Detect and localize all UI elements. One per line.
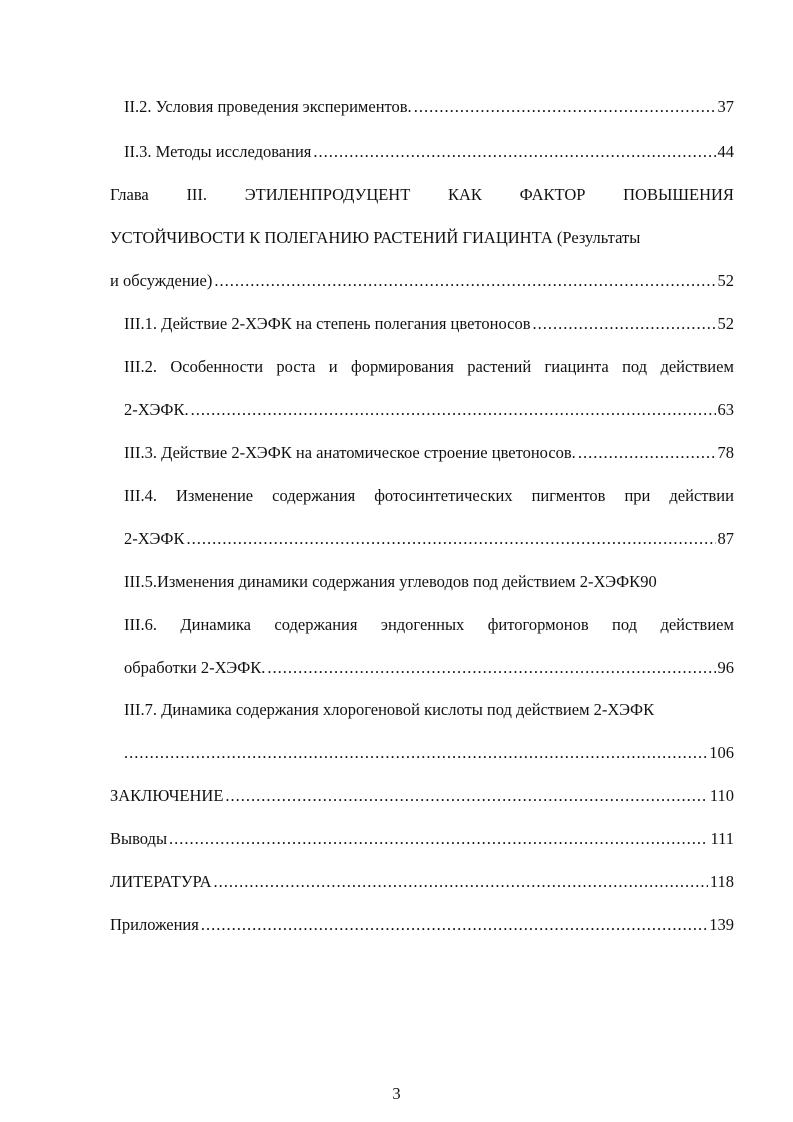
- toc-entry-conclusion[interactable]: [110, 786, 734, 806]
- toc-entry-literature[interactable]: [110, 872, 734, 892]
- toc-chapter-3-line3[interactable]: [110, 271, 734, 291]
- toc-word: при: [624, 486, 651, 505]
- toc-entry-iii4-line2[interactable]: [124, 529, 734, 549]
- toc-word: Изменение: [176, 486, 254, 505]
- toc-leader-dots: [578, 443, 716, 463]
- toc-page-number: 37: [717, 97, 734, 116]
- toc-title: ЛИТЕРАТУРА: [110, 872, 212, 891]
- toc-leader-dots: [186, 529, 715, 549]
- toc-entry-iii5[interactable]: [124, 572, 734, 592]
- toc-word: растений: [467, 357, 532, 376]
- toc-title: обработки 2-ХЭФК.: [124, 658, 266, 677]
- chapter-title-word: КАК: [447, 185, 482, 204]
- toc-word: фотосинтетических: [374, 486, 513, 505]
- toc-entry-ii2[interactable]: [124, 97, 734, 117]
- chapter-title-word: ПОВЫШЕНИЯ: [623, 185, 734, 204]
- chapter-word: Глава: [110, 185, 149, 204]
- toc-entry-iii2-line1[interactable]: [124, 357, 734, 377]
- toc-leader-dots: [313, 142, 715, 162]
- toc-page-number: 44: [717, 142, 734, 161]
- toc-page-number: 106: [709, 743, 734, 762]
- toc-word: III.2.: [124, 357, 157, 376]
- toc-leader-dots: [533, 314, 716, 334]
- toc-word: действием: [660, 357, 734, 376]
- toc-title: III.3. Действие 2-ХЭФК на анатомическое строение цветоносов.: [124, 443, 576, 462]
- toc-chapter-3-line1[interactable]: [110, 185, 734, 205]
- toc-leader-dots: [225, 786, 707, 806]
- toc-title: II.3. Методы исследования: [124, 142, 312, 161]
- toc-word: III.4.: [124, 486, 157, 505]
- toc-title: Приложения: [110, 915, 199, 934]
- toc-word: эндогенных: [380, 615, 465, 634]
- toc-word: Особенности: [170, 357, 264, 376]
- toc-leader-dots: [214, 872, 708, 892]
- chapter-title-rest: (Результаты: [552, 228, 641, 247]
- toc-entry-iii6-line2[interactable]: [124, 658, 734, 678]
- toc-page-number: 63: [717, 400, 734, 419]
- toc-page-number: 111: [710, 829, 734, 848]
- toc-title: и обсуждение): [110, 271, 213, 290]
- toc-word: фитогормонов: [487, 615, 589, 634]
- toc-word: под: [622, 357, 648, 376]
- toc-page-number: 96: [717, 658, 734, 677]
- toc-page-number: 110: [709, 786, 734, 805]
- toc-leader-dots: [267, 658, 715, 678]
- chapter-title-word: ЭТИЛЕНПРОДУЦЕНТ: [244, 185, 411, 204]
- toc-word: III.6.: [124, 615, 157, 634]
- toc-chapter-3-line2[interactable]: [110, 228, 734, 248]
- toc-entry-iii7-line1[interactable]: [124, 700, 734, 720]
- toc-entry-iii2-line2[interactable]: [124, 400, 734, 420]
- toc-entry-iii7-line2[interactable]: [124, 743, 734, 763]
- chapter-number: III.: [186, 185, 208, 204]
- toc-leader-dots: [169, 829, 708, 849]
- toc-page-number: 87: [717, 529, 734, 548]
- toc-entry-iii4-line1[interactable]: [124, 486, 734, 506]
- toc-word: под: [612, 615, 638, 634]
- toc-entry-iii6-line1[interactable]: [124, 615, 734, 635]
- toc-leader-dots: [414, 97, 716, 117]
- page-number-footer: 3: [392, 1084, 401, 1103]
- toc-word: пигментов: [531, 486, 606, 505]
- chapter-title-caps: УСТОЙЧИВОСТИ К ПОЛЕГАНИЮ РАСТЕНИЙ ГИАЦИНТА: [110, 228, 553, 247]
- toc-entry-findings[interactable]: [110, 829, 734, 849]
- toc-word: гиацинта: [544, 357, 609, 376]
- toc-title: 2-ХЭФК.: [124, 400, 189, 419]
- toc-word: действии: [669, 486, 734, 505]
- toc-entry-ii3[interactable]: [124, 142, 734, 162]
- toc-page-number: 139: [709, 915, 734, 934]
- toc-word: содержания: [272, 486, 356, 505]
- chapter-title-word: ФАКТОР: [519, 185, 586, 204]
- toc-title: ЗАКЛЮЧЕНИЕ: [110, 786, 224, 805]
- toc-entry-iii1[interactable]: [124, 314, 734, 334]
- toc-title: III.1. Действие 2-ХЭФК на степень полегания цветоносов: [124, 314, 531, 333]
- toc-page-number: 52: [717, 271, 734, 290]
- toc-entry-appendix[interactable]: [110, 915, 734, 935]
- toc-word: формирования: [351, 357, 454, 376]
- toc-leader-dots: [191, 400, 716, 420]
- toc-entry-iii3[interactable]: [124, 443, 734, 463]
- toc-leader-dots: [201, 915, 707, 935]
- toc-title: III.5.Изменения динамики содержания углеводов под действием 2-ХЭФК: [124, 572, 641, 591]
- toc-word: содержания: [274, 615, 358, 634]
- toc-word: и: [328, 357, 338, 376]
- toc-title: 2-ХЭФК: [124, 529, 185, 548]
- toc-word: действием: [660, 615, 734, 634]
- toc-title: Выводы: [110, 829, 168, 848]
- toc-leader-dots: [124, 743, 707, 763]
- toc-title: II.2. Условия проведения экспериментов.: [124, 97, 412, 116]
- toc-page-number: 78: [717, 443, 734, 462]
- toc-page-number: 118: [709, 872, 734, 891]
- toc-page-number: 52: [717, 314, 734, 333]
- toc-leader-dots: [214, 271, 715, 291]
- toc-word: Динамика: [180, 615, 251, 634]
- toc-page-number: 90: [640, 572, 657, 591]
- toc-title: III.7. Динамика содержания хлорогеновой кислоты под действием 2-ХЭФК: [124, 700, 655, 719]
- toc-word: роста: [276, 357, 316, 376]
